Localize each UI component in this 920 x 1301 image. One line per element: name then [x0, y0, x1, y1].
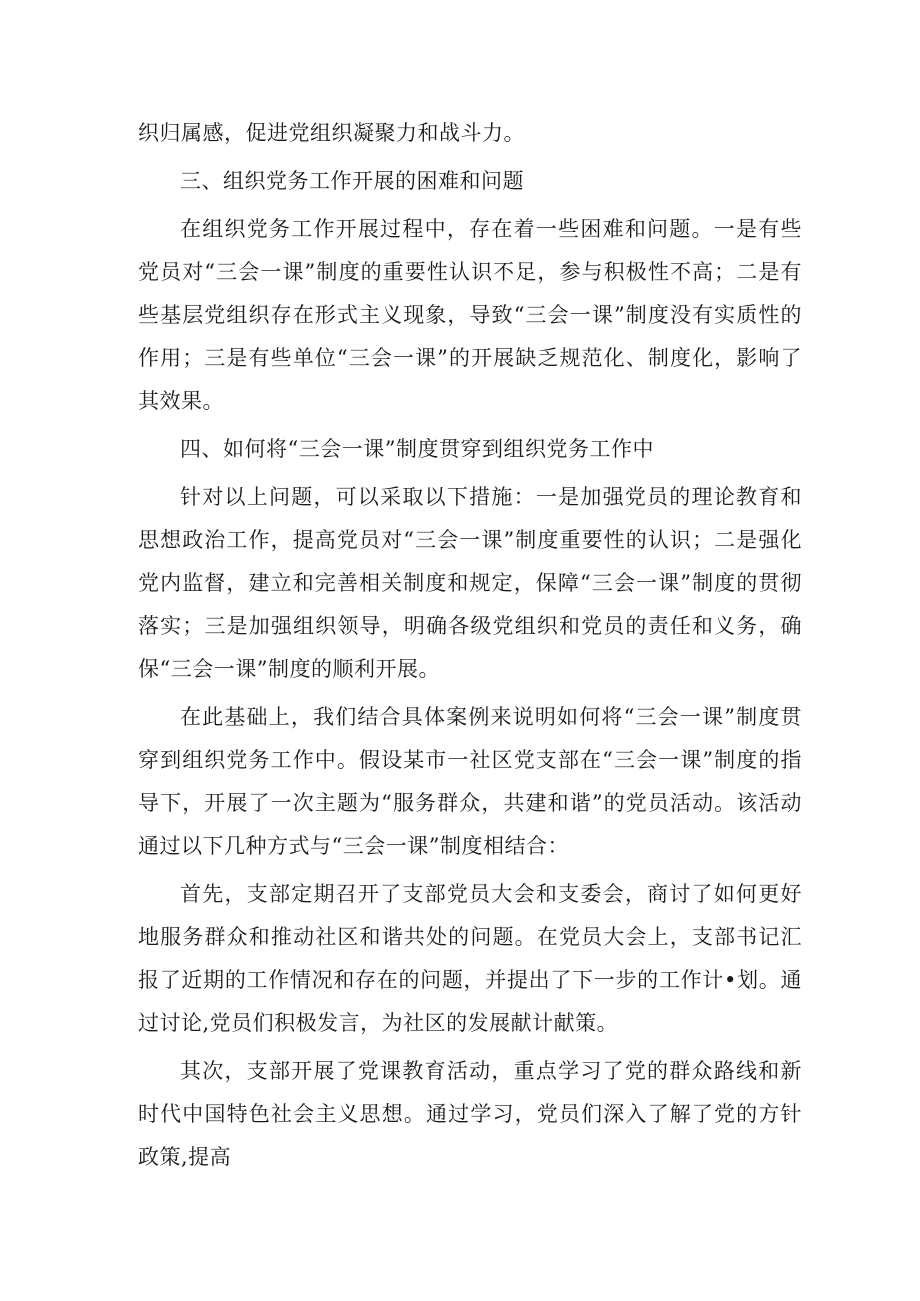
document-body — [138, 112, 802, 1184]
paragraph-difficulties: 在组织党务工作开展过程中，存在着一些困难和问题。一是有些党员对“三会一课”制度的重要性认识不足，参与积极性不高；二是有些基层党组织存在形式主义现象，导致“三会一课”制度没有实质性的作用；三是有些单位“三会一课”的开展缺乏规范化、制度化，影响了其效果。 — [138, 217, 802, 413]
paragraph-continuation: 织归属感，促进党组织凝聚力和战斗力。 — [138, 121, 525, 145]
paragraph-measures: 针对以上问题，可以采取以下措施：一是加强党员的理论教育和思想政治工作，提高党员对“三会一课”制度重要性的认识；二是强化党内监督，建立和完善相关制度和规定，保障“三会一课”制度的贯彻落实；三是加强组织领导，明确各级党组织和党员的责任和义务，确保“三会一课”制度的顺利开展。 — [138, 485, 802, 681]
section-heading-3: 三、组织党务工作开展的困难和问题 — [180, 169, 524, 193]
paragraph-case-intro: 在此基础上，我们结合具体案例来说明如何将“三会一课”制度贯穿到组织党务工作中。假设某市一社区党支部在“三会一课”制度的指导下，开展了一次主题为“服务群众，共建和谐”的党员活动。该活动通过以下几种方式与“三会一课”制度相结合： — [138, 705, 802, 858]
section-heading-4: 四、如何将“三会一课”制度贯穿到组织党务工作中 — [180, 437, 654, 461]
paragraph-first: 首先，支部定期召开了支部党员大会和支委会，商讨了如何更好地服务群众和推动社区和谐共处的问题。在党员大会上，支部书记汇报了近期的工作情况和存在的问题，并提出了下一步的工作计•划。通过讨论,党员们积极发言，为社区的发展献计献策。 — [138, 882, 802, 1035]
paragraph-second: 其次，支部开展了党课教育活动，重点学习了党的群众路线和新时代中国特色社会主义思想。通过学习，党员们深入了解了党的方针政策,提高 — [138, 1059, 802, 1169]
